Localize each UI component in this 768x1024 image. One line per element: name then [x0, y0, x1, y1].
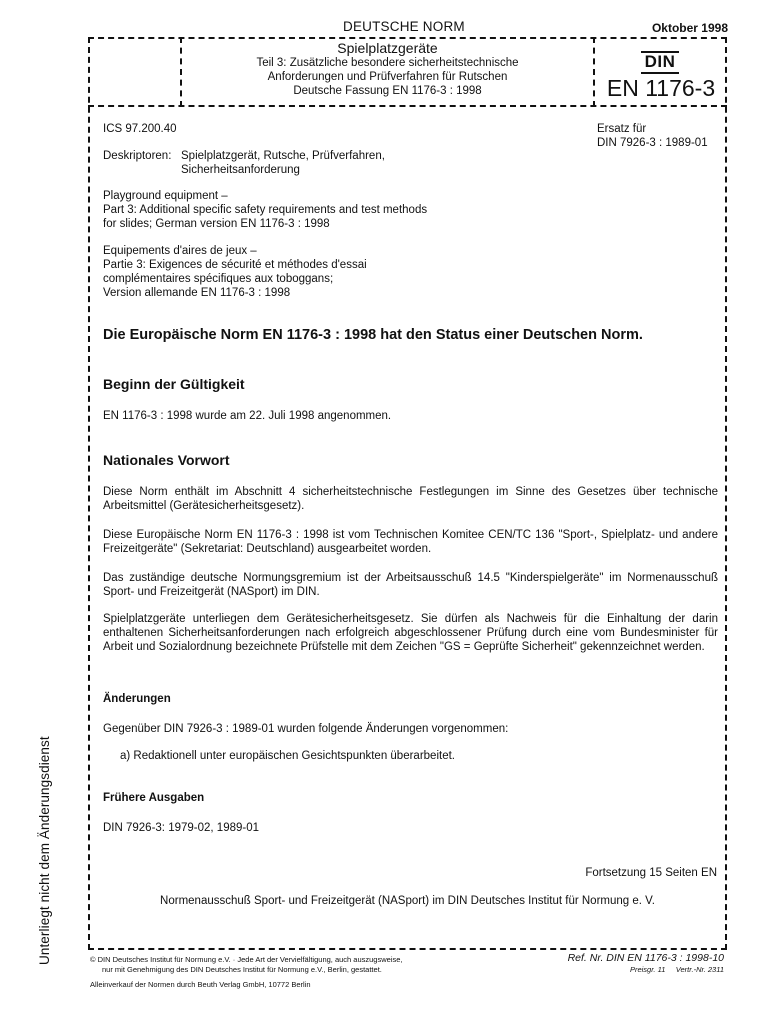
deskriptoren-line-1: Spielplatzgerät, Rutsche, Prüfverfahren,: [181, 150, 385, 162]
fruehere-text: DIN 7926-3: 1979-02, 1989-01: [103, 822, 259, 834]
copyright-line: © DIN Deutsches Institut für Normung e.V. · Jede Art der Vervielfältigung, auch auszugsweise,: [90, 955, 403, 964]
beginn-heading: Beginn der Gültigkeit: [103, 376, 245, 392]
ausschuss-line: Normenausschuß Sport- und Freizeitgerät (NASport) im DIN Deutsches Institut für Normung e. V.: [160, 895, 655, 907]
publication-date: Oktober 1998: [651, 21, 728, 35]
title-line-2: Anforderungen und Prüfverfahren für Rutschen: [267, 71, 508, 83]
title-line-1: Teil 3: Zusätzliche besondere sicherheitstechnische: [256, 57, 519, 69]
title-line-3: Deutsche Fassung EN 1176-3 : 1998: [293, 85, 482, 97]
english-title-line: Playground equipment –: [103, 190, 228, 202]
publisher-note: Alleinverkauf der Normen durch Beuth Verlag GmbH, 10772 Berlin: [90, 980, 311, 989]
price-group: Preisgr. 11 Vertr.-Nr. 2311: [629, 965, 724, 974]
copyright-line: nur mit Genehmigung des DIN Deutsches Institut für Normung e.V., Berlin, gestattet.: [102, 965, 382, 974]
vorwort-paragraph-2: Diese Europäische Norm EN 1176-3 : 1998 ist vom Technischen Komitee CEN/TC 136 "Sport-, Spielplatz- und andere Freizeitgeräte" (Sekretariat: Deutschland) ausgearbeitet worden.: [103, 529, 718, 555]
title-main: Spielplatzgeräte: [337, 40, 438, 56]
deskriptoren-label: Deskriptoren:: [103, 150, 172, 162]
aenderungen-heading: Änderungen: [103, 693, 171, 705]
title-block: [182, 40, 593, 98]
aenderungen-intro: Gegenüber DIN 7926-3 : 1989-01 wurden folgende Änderungen vorgenommen:: [103, 723, 509, 735]
fortsetzung-note: Fortsetzung 15 Seiten EN: [585, 867, 717, 879]
aenderungen-item: a) Redaktionell unter europäischen Gesichtspunkten überarbeitet.: [120, 750, 455, 762]
ersatz-label: Ersatz für: [597, 123, 647, 135]
status-heading: Die Europäische Norm EN 1176-3 : 1998 hat den Status einer Deutschen Norm.: [103, 327, 643, 343]
english-title-line: for slides; German version EN 1176-3 : 1998: [103, 218, 330, 230]
reference-number: Ref. Nr. DIN EN 1176-3 : 1998-10: [567, 952, 724, 964]
vorwort-paragraph-4: Spielplatzgeräte unterliegen dem Gerätesicherheitsgesetz. Sie dürfen als Nachweis für die Einhaltung der darin enthaltenen Sicherheitsanforderungen nach erfolgreich abgeschlossener Prüfung durch eine vom Bundesminister für Arbeit und Sozialordnung bezeichnete Prüfstelle mit dem Zeichen "GS = Geprüfte Sicherheit" gekennzeichnet werden.: [103, 613, 718, 653]
copyright-notice: [90, 955, 403, 975]
fruehere-heading: Frühere Ausgaben: [103, 792, 205, 804]
french-title: [103, 244, 367, 300]
beginn-text: EN 1176-3 : 1998 wurde am 22. Juli 1998 angenommen.: [103, 410, 392, 422]
ics-code: ICS 97.200.40: [103, 123, 177, 135]
deskriptoren-line-2: Sicherheitsanforderung: [181, 164, 300, 176]
vorwort-paragraph-1: Diese Norm enthält im Abschnitt 4 sicherheitstechnische Festlegungen im Sinne des Gesetzes über technische Arbeitsmittel (Gerätesicherheitsgesetz).: [103, 486, 718, 512]
english-title-line: Part 3: Additional specific safety requirements and test methods: [103, 204, 428, 216]
din-logo: [641, 51, 679, 73]
title-divider-right: [593, 37, 595, 107]
vorwort-heading: Nationales Vorwort: [103, 452, 230, 468]
side-note-no-amendment-service: Unterliegt nicht dem Änderungsdienst: [37, 736, 52, 965]
french-title-line: Partie 3: Exigences de sécurité et méthodes d'essai: [103, 259, 367, 271]
french-title-line: complémentaires spécifiques aux toboggans;: [103, 273, 334, 285]
french-title-line: Version allemande EN 1176-3 : 1998: [103, 287, 291, 299]
ersatz-value: DIN 7926-3 : 1989-01: [597, 137, 708, 149]
english-title: [103, 189, 427, 231]
vorwort-paragraph-3: Das zuständige deutsche Normungsgremium ist der Arbeitsausschuß 14.5 "Kinderspielgeräte" im Normenausschuß Sport- und Freizeitgerät (NASport) im DIN.: [103, 572, 718, 598]
french-title-line: Equipements d'aires de jeux –: [103, 245, 257, 257]
din-logo-text: DIN: [644, 52, 676, 71]
norm-type-label: DEUTSCHE NORM: [343, 19, 465, 34]
din-standard-number: EN 1176-3: [606, 75, 716, 101]
